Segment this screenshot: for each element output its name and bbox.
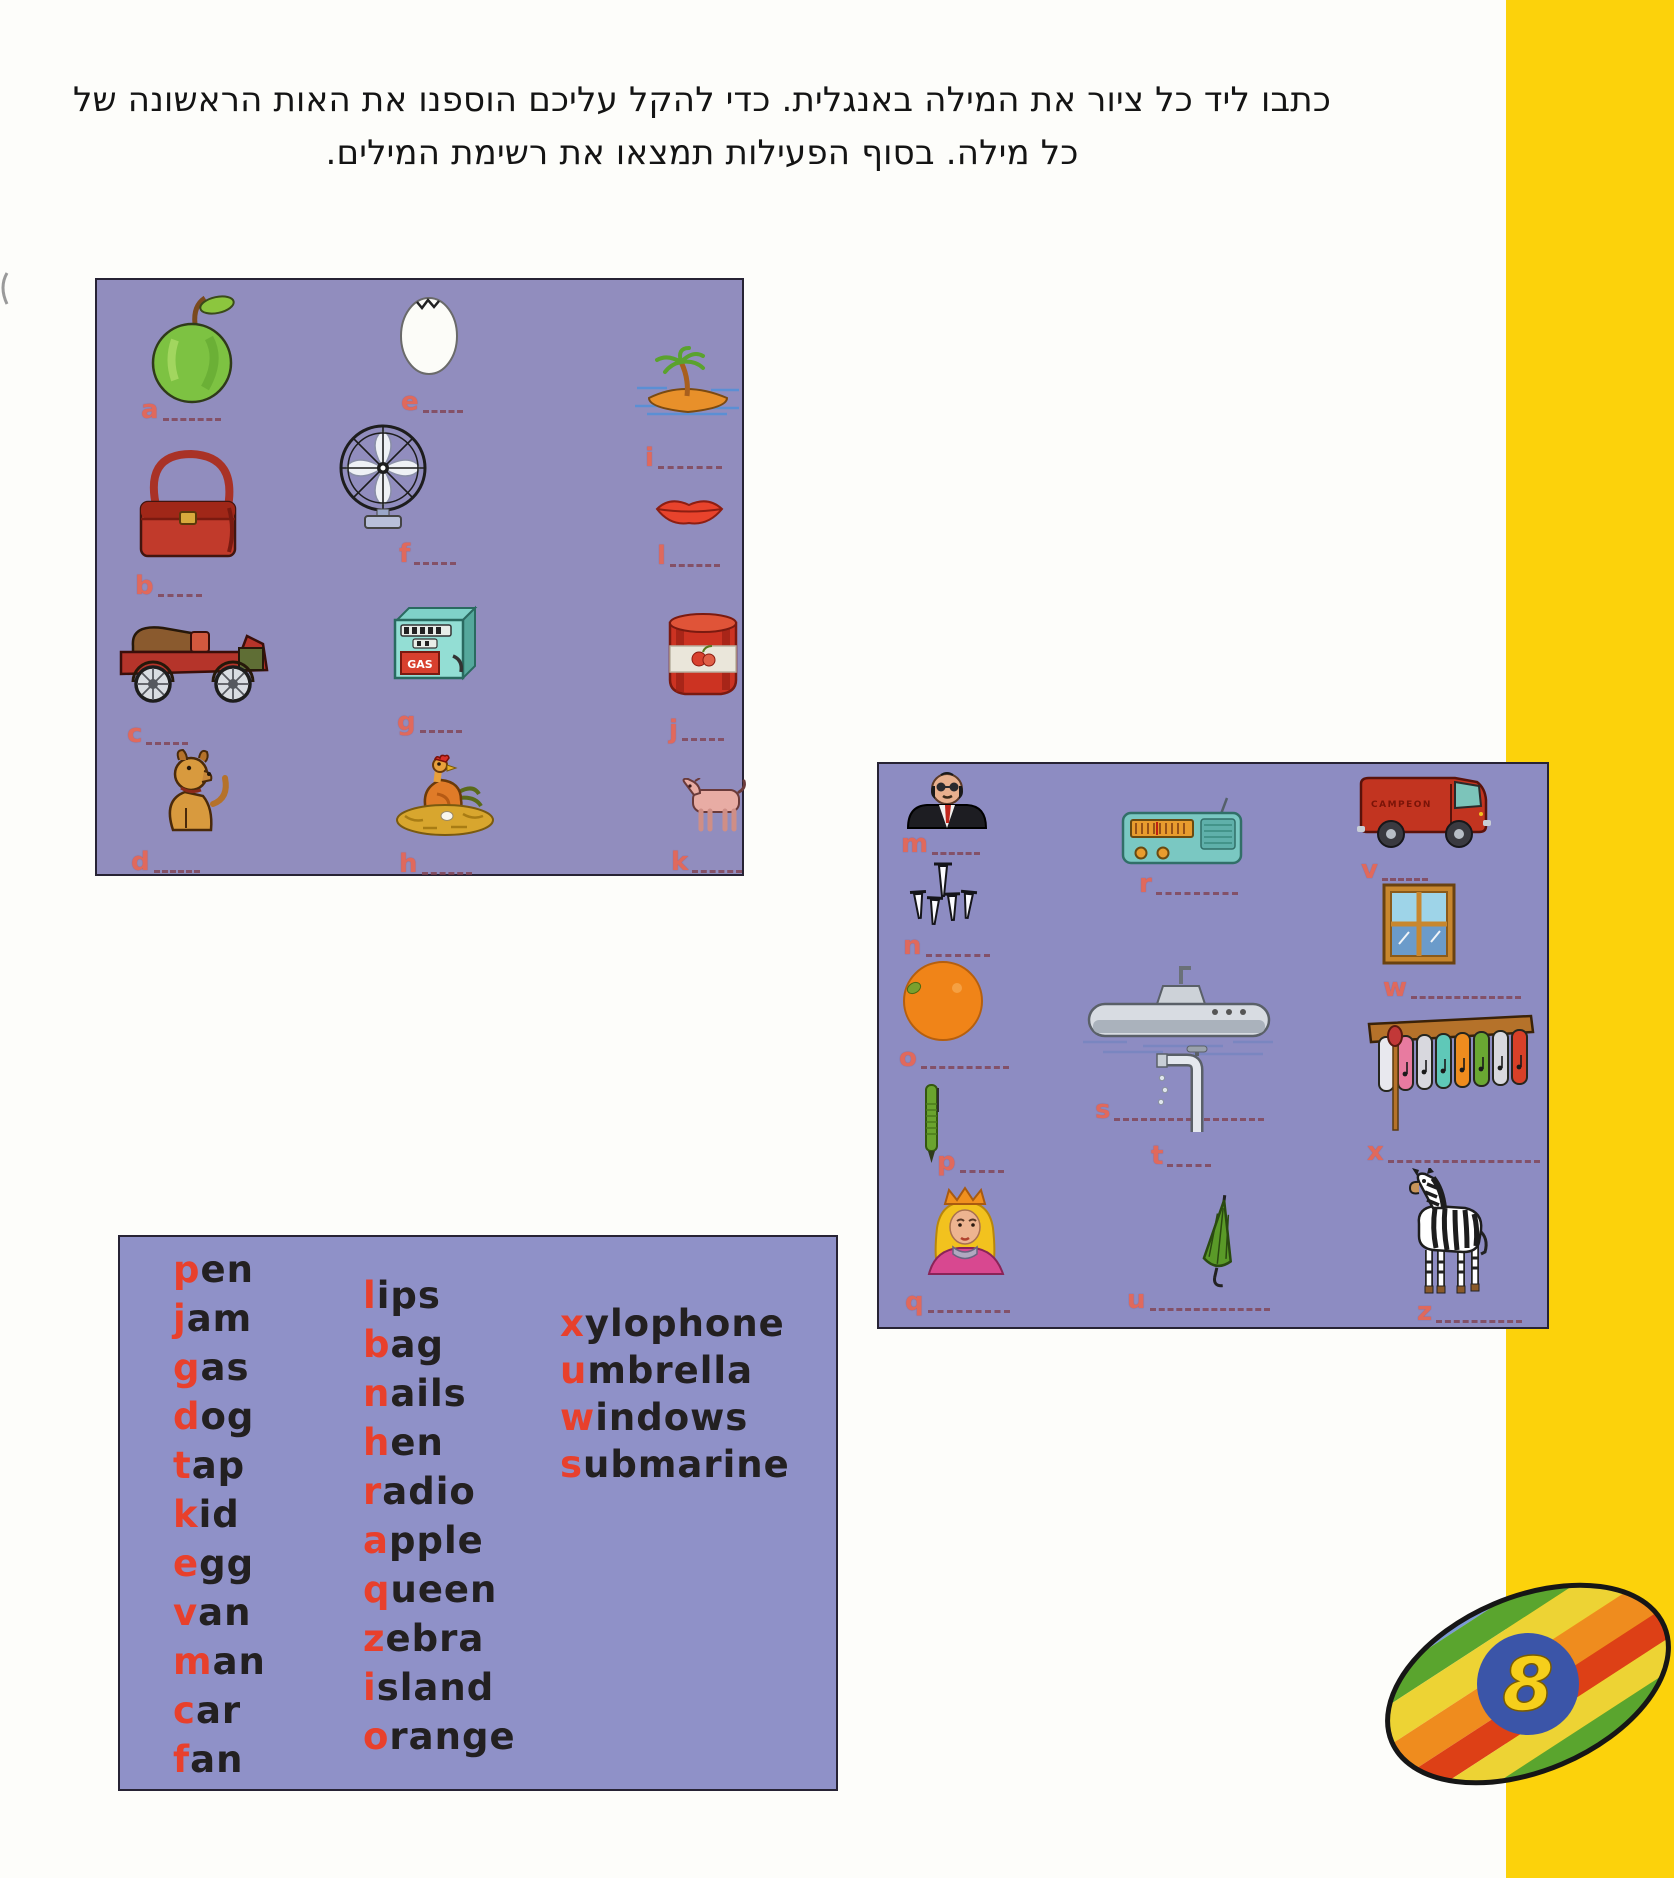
write-line[interactable] [1388, 1154, 1540, 1163]
write-line[interactable] [1436, 1314, 1522, 1323]
word-nails: nails [363, 1372, 467, 1415]
page-number: 8 [1502, 1642, 1554, 1728]
write-line[interactable] [658, 460, 722, 469]
blank-van[interactable] [1361, 855, 1428, 885]
word-kid: kid [173, 1493, 240, 1536]
blank-dog[interactable] [131, 847, 200, 877]
write-line[interactable] [932, 846, 980, 855]
letter-k: k [671, 847, 689, 877]
letter-h: h [399, 849, 418, 879]
page-number-disc [1378, 1528, 1674, 1840]
letter-z: z [1417, 1297, 1433, 1327]
letter-v: v [1361, 855, 1378, 885]
letter-a: a [141, 395, 159, 425]
blank-xylophone[interactable] [1367, 1137, 1540, 1167]
write-line[interactable] [420, 724, 462, 733]
word-van: van [173, 1591, 252, 1634]
instructions-text [60, 74, 1344, 179]
word-lips: lips [363, 1274, 441, 1317]
word-egg: egg [173, 1542, 255, 1585]
word-list-panel [118, 1235, 838, 1791]
letter-p: p [937, 1147, 956, 1177]
blank-queen[interactable] [905, 1287, 1010, 1317]
blank-jam[interactable] [669, 715, 724, 745]
write-line[interactable] [154, 864, 200, 873]
write-line[interactable] [423, 404, 463, 413]
word-orange: orange [363, 1715, 516, 1758]
letter-u: u [1127, 1285, 1146, 1315]
write-line[interactable] [422, 866, 472, 875]
blank-apple[interactable] [141, 395, 221, 425]
blank-fan[interactable] [399, 539, 456, 569]
word-dog: dog [173, 1395, 255, 1438]
activity-panel-1 [95, 278, 744, 879]
write-line[interactable] [928, 1304, 1010, 1313]
letter-x: x [1367, 1137, 1384, 1167]
blank-lips[interactable] [657, 541, 720, 571]
letter-b: b [135, 571, 154, 601]
letter-g: g [397, 707, 416, 737]
scan-artifact [0, 270, 13, 308]
blank-radio[interactable] [1139, 869, 1238, 899]
car-icon [113, 606, 271, 710]
kid-goat-icon [677, 778, 751, 838]
letter-w: w [1383, 973, 1408, 1003]
letter-l: l [657, 541, 666, 571]
xylophone-icon [1365, 1012, 1537, 1140]
lips-icon [653, 494, 725, 532]
write-line[interactable] [921, 1060, 1009, 1069]
van-icon [1355, 770, 1493, 858]
letter-r: r [1139, 869, 1152, 899]
blank-zebra[interactable] [1417, 1297, 1522, 1327]
write-line[interactable] [163, 412, 221, 421]
word-apple: apple [363, 1519, 484, 1562]
word-car: car [173, 1689, 242, 1732]
radio-icon [1121, 796, 1243, 872]
bag-icon [125, 448, 257, 566]
blank-bag[interactable] [135, 571, 202, 601]
blank-kid[interactable] [671, 847, 742, 877]
letter-n: n [903, 931, 922, 961]
word-zebra: zebra [363, 1617, 485, 1660]
letter-d: d [131, 847, 150, 877]
write-line[interactable] [926, 948, 990, 957]
letter-t: t [1151, 1141, 1164, 1171]
write-line[interactable] [670, 558, 720, 567]
blank-man[interactable] [901, 829, 980, 859]
blank-car[interactable] [127, 719, 188, 749]
egg-icon [397, 290, 461, 380]
letter-e: e [401, 387, 419, 417]
instructions-line2: כל מילה. בסוף הפעילות תמצאו את רשימת המילים. [325, 132, 1079, 173]
gas-sign-text: GAS [407, 658, 433, 671]
word-island: island [363, 1666, 495, 1709]
blank-pen[interactable] [937, 1147, 1004, 1177]
word-man: man [173, 1640, 266, 1683]
blank-egg[interactable] [401, 387, 463, 417]
write-line[interactable] [692, 864, 742, 873]
blank-island[interactable] [645, 443, 722, 473]
word-umbrella: umbrella [560, 1349, 754, 1392]
letter-o: o [899, 1043, 917, 1073]
blank-tap[interactable] [1151, 1141, 1211, 1171]
blank-hen[interactable] [399, 849, 472, 879]
write-line[interactable] [1411, 990, 1521, 999]
tap-icon [1149, 1044, 1213, 1138]
word-queen: queen [363, 1568, 498, 1611]
word-pen: pen [173, 1248, 254, 1291]
blank-nails[interactable] [903, 931, 990, 961]
word-submarine: submarine [560, 1443, 790, 1486]
word-tap: tap [173, 1444, 246, 1487]
write-line[interactable] [146, 736, 188, 745]
nails-icon [905, 860, 983, 930]
queen-icon [919, 1186, 1013, 1280]
write-line[interactable] [682, 732, 724, 741]
word-jam: jam [173, 1297, 253, 1340]
write-line[interactable] [960, 1164, 1004, 1173]
orange-icon [893, 958, 995, 1046]
word-hen: hen [363, 1421, 444, 1464]
apple-icon [145, 292, 245, 408]
letter-q: q [905, 1287, 924, 1317]
letter-s: s [1095, 1095, 1111, 1125]
write-line[interactable] [1156, 886, 1238, 895]
activity-panel-2 [877, 762, 1549, 1329]
window-icon [1381, 882, 1457, 970]
zebra-icon [1399, 1168, 1491, 1304]
word-gas: gas [173, 1346, 250, 1389]
letter-m: m [901, 829, 929, 859]
fan-icon [337, 422, 429, 534]
island-icon [633, 346, 743, 424]
letter-j: j [669, 715, 678, 745]
blank-window[interactable] [1383, 973, 1521, 1003]
letter-i: i [645, 443, 654, 473]
umbrella-icon [1193, 1194, 1247, 1294]
write-line[interactable] [1382, 872, 1428, 881]
letter-f: f [399, 539, 411, 569]
dog-icon [149, 746, 233, 838]
write-line[interactable] [1167, 1158, 1211, 1167]
hen-icon [393, 754, 497, 842]
write-line[interactable] [1150, 1302, 1270, 1311]
blank-umbrella[interactable] [1127, 1285, 1270, 1315]
van-side-text: CAMPEON [1371, 800, 1432, 810]
instructions-line1: כתבו ליד כל ציור את המילה באנגלית. כדי להקל עליכם הוספנו את האות הראשונה של [72, 80, 1332, 120]
word-xylophone: xylophone [560, 1302, 785, 1345]
write-line[interactable] [414, 556, 456, 565]
blank-gas[interactable] [397, 707, 462, 737]
letter-c: c [127, 719, 143, 749]
write-line[interactable] [158, 588, 202, 597]
man-icon [905, 770, 989, 834]
word-bag: bag [363, 1323, 444, 1366]
blank-orange[interactable] [899, 1043, 1009, 1073]
word-windows: windows [560, 1396, 749, 1439]
gas-pump-icon [383, 602, 489, 700]
word-fan: fan [173, 1738, 244, 1781]
word-radio: radio [363, 1470, 476, 1513]
jam-icon [663, 610, 743, 702]
